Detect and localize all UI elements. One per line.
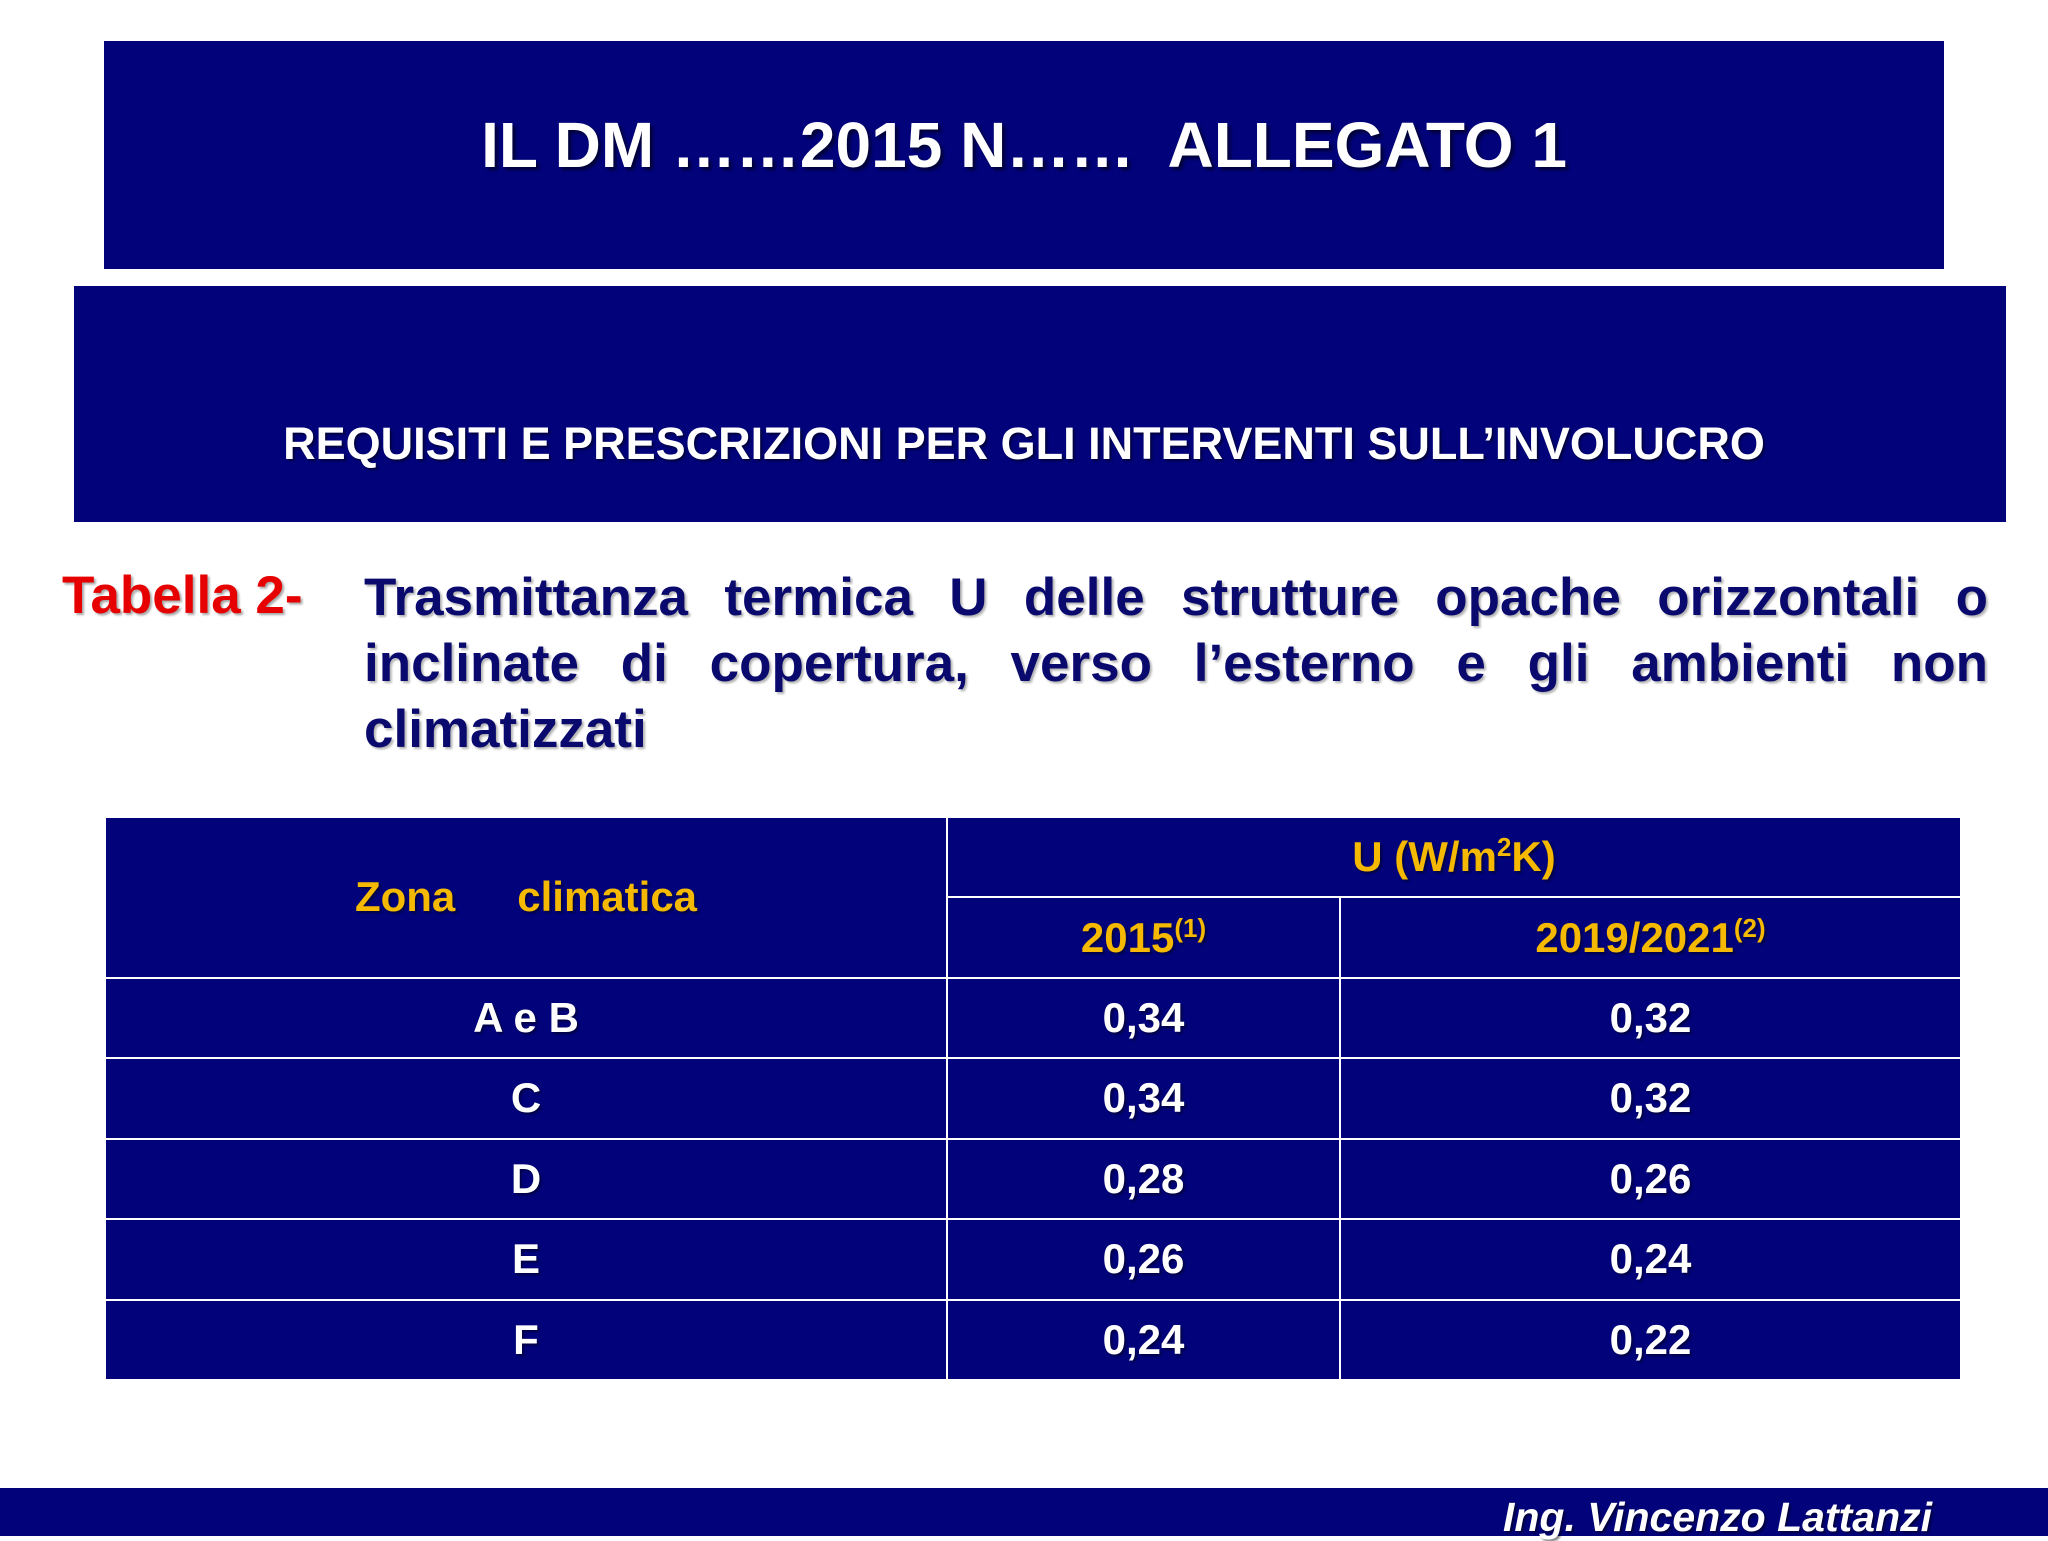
value-2015-cell: 0,26	[947, 1219, 1340, 1299]
table-header-row	[105, 817, 1961, 897]
table-row	[105, 1219, 1961, 1299]
table-row	[105, 1139, 1961, 1219]
value-2015-cell: 0,24	[947, 1300, 1340, 1380]
table-row	[105, 1058, 1961, 1138]
slide-title: IL DM ……2015 N…… ALLEGATO 1	[481, 109, 1567, 181]
u-header-prefix: U (W/m	[1352, 833, 1497, 881]
table-label: Tabella 2-	[62, 566, 303, 625]
slide-subtitle: REQUISITI E PRESCRIZIONI PER GLI INTERVENTI SULL’INVOLUCRO	[283, 418, 1765, 469]
subtitle-banner	[74, 286, 2006, 522]
value-2015-cell: 0,34	[947, 1058, 1340, 1138]
value-2019-cell: 0,22	[1340, 1300, 1961, 1380]
value-2015-cell: 0,28	[947, 1139, 1340, 1219]
col-2019-label: 2019/2021	[1535, 913, 1734, 961]
zone-header-word2: climatica	[517, 873, 698, 921]
table-row	[105, 978, 1961, 1058]
author-name: Ing. Vincenzo Lattanzi	[1503, 1494, 1932, 1540]
value-2019-cell: 0,32	[1340, 978, 1961, 1058]
value-2015-cell: 0,34	[947, 978, 1340, 1058]
col-2015-label: 2015	[1080, 913, 1175, 961]
zone-header-word1: Zona	[354, 873, 456, 921]
value-2019-cell: 0,32	[1340, 1058, 1961, 1138]
u-header-sup: 2	[1496, 832, 1512, 863]
col-2019-note: (2)	[1733, 912, 1766, 943]
zone-cell: E	[105, 1219, 947, 1299]
zone-cell: D	[105, 1139, 947, 1219]
u-header-suffix: K)	[1511, 833, 1556, 881]
value-2019-cell: 0,24	[1340, 1219, 1961, 1299]
col-2015-header	[947, 897, 1340, 977]
col-2015-note: (1)	[1174, 912, 1207, 943]
transmittance-table	[104, 816, 1962, 1381]
table-caption: Trasmittanza termica U delle strutture opache orizzontali o inclinate di copertura, verso l’esterno e gli ambienti non climatizzati	[364, 568, 1988, 759]
zone-cell: F	[105, 1300, 947, 1380]
zone-cell: C	[105, 1058, 947, 1138]
value-2019-cell: 0,26	[1340, 1139, 1961, 1219]
zone-header-cell	[105, 817, 947, 978]
col-2019-header	[1340, 897, 1961, 977]
zone-cell: A e B	[105, 978, 947, 1058]
table-row	[105, 1300, 1961, 1380]
u-header-cell	[947, 817, 1961, 897]
